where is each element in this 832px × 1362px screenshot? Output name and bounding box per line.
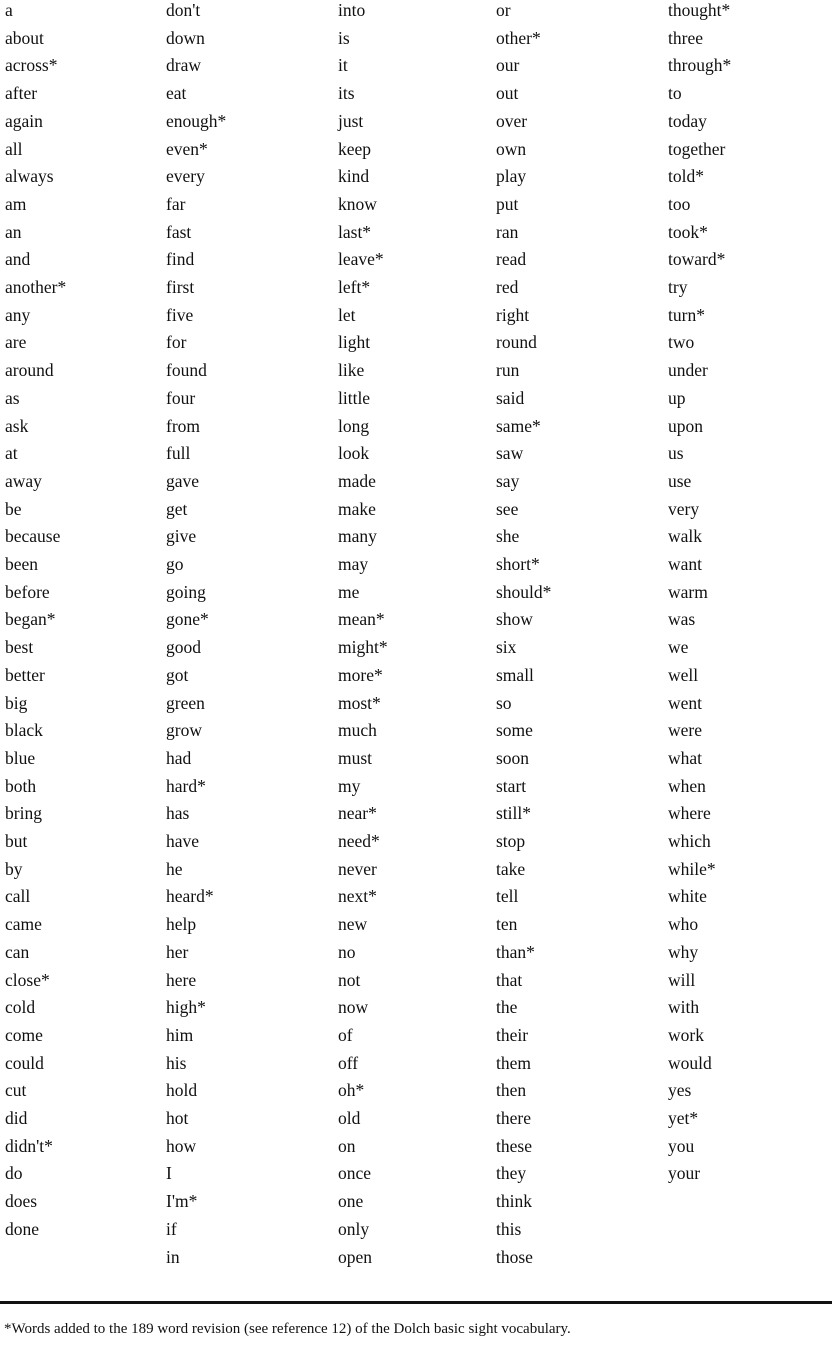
word-item: one: [338, 1191, 364, 1212]
word-item: think: [496, 1191, 532, 1212]
word-item: I: [166, 1163, 172, 1184]
word-item: saw: [496, 443, 524, 464]
word-item: were: [668, 720, 703, 741]
word-item: could: [5, 1052, 44, 1073]
word-item: only: [338, 1218, 370, 1239]
word-item: those: [496, 1246, 533, 1267]
word-item: across*: [5, 55, 58, 76]
word-item: ten: [496, 914, 518, 935]
word-item: grow: [166, 720, 202, 741]
word-item: turn*: [668, 304, 705, 325]
word-item: can: [5, 941, 30, 962]
word-item: even*: [166, 138, 208, 159]
word-item: kind: [338, 166, 370, 187]
word-item: play: [496, 166, 527, 187]
word-item: gave: [166, 470, 200, 491]
word-item: full: [166, 443, 191, 464]
word-item: warm: [668, 581, 708, 602]
word-item: very: [668, 498, 700, 519]
word-item: too: [668, 193, 691, 214]
word-item: found: [166, 360, 207, 381]
word-item: black: [5, 720, 43, 741]
word-item: start: [496, 775, 527, 796]
word-item: oh*: [338, 1080, 365, 1101]
word-item: green: [166, 692, 205, 713]
word-item: all: [5, 138, 23, 159]
word-item: up: [668, 387, 686, 408]
word-item: give: [166, 526, 197, 547]
word-item: this: [496, 1218, 522, 1239]
word-item: long: [338, 415, 370, 436]
word-item: made: [338, 470, 376, 491]
word-item: done: [5, 1218, 40, 1239]
word-item: must: [338, 747, 373, 768]
word-item: both: [5, 775, 37, 796]
word-item: just: [338, 110, 364, 131]
word-item: had: [166, 747, 192, 768]
word-item: a: [5, 0, 13, 20]
word-item: today: [668, 110, 707, 131]
word-item: many: [338, 526, 377, 547]
word-item: most*: [338, 692, 381, 713]
word-item: then: [496, 1080, 527, 1101]
word-item: like: [338, 360, 365, 381]
word-item: down: [166, 27, 205, 48]
word-item: far: [166, 193, 186, 214]
word-item: own: [496, 138, 527, 159]
word-item: came: [5, 914, 42, 935]
word-item: light: [338, 332, 371, 353]
word-item: hold: [166, 1080, 198, 1101]
word-item: got: [166, 664, 189, 685]
word-item: upon: [668, 415, 703, 436]
word-item: together: [668, 138, 726, 159]
word-item: about: [5, 27, 44, 48]
word-item: so: [496, 692, 512, 713]
word-item: I'm*: [166, 1191, 198, 1212]
word-item: left*: [338, 277, 371, 297]
word-item: need*: [338, 831, 380, 851]
word-item: where: [668, 803, 711, 824]
word-item: let: [338, 304, 356, 325]
word-item: she: [496, 526, 520, 547]
word-item: in: [166, 1246, 180, 1267]
word-item: him: [166, 1024, 194, 1045]
word-item: no: [338, 941, 356, 962]
word-item: cold: [5, 997, 36, 1018]
word-item: old: [338, 1108, 361, 1128]
word-item: keep: [338, 138, 372, 159]
word-item: blue: [5, 747, 36, 768]
word-item: took*: [668, 221, 708, 242]
word-item: there: [496, 1108, 531, 1128]
word-item: well: [668, 664, 699, 685]
word-item: or: [496, 0, 511, 20]
word-item: other*: [496, 27, 541, 48]
word-item: cut: [5, 1080, 27, 1101]
word-item: thought*: [668, 0, 731, 20]
word-item: going: [166, 581, 206, 602]
word-item: good: [166, 637, 201, 658]
word-item: than*: [496, 941, 535, 962]
word-item: red: [496, 277, 519, 297]
word-item: use: [668, 470, 692, 491]
word-item: us: [668, 443, 684, 464]
word-item: mean*: [338, 609, 385, 630]
word-item: for: [166, 332, 187, 353]
word-item: told*: [668, 166, 704, 187]
word-item: leave*: [338, 249, 384, 270]
word-item: that: [496, 969, 523, 990]
word-item: when: [668, 775, 706, 796]
word-item: same*: [496, 415, 541, 436]
word-item: will: [668, 969, 696, 990]
word-item: their: [496, 1024, 529, 1045]
word-item: soon: [496, 747, 530, 768]
word-item: under: [668, 360, 708, 381]
word-item: should*: [496, 581, 552, 602]
word-item: every: [166, 166, 205, 187]
word-item: might*: [338, 637, 388, 658]
word-item: new: [338, 914, 368, 935]
word-item: eat: [166, 83, 187, 104]
word-item: put: [496, 193, 519, 214]
word-item: to: [668, 83, 682, 104]
word-item: at: [5, 443, 18, 464]
word-item: still*: [496, 803, 532, 824]
word-item: an: [5, 221, 22, 242]
word-item: five: [166, 304, 194, 325]
word-item: know: [338, 193, 377, 214]
word-item: four: [166, 387, 196, 408]
word-item: heard*: [166, 886, 214, 907]
word-item: with: [668, 997, 700, 1018]
word-item: by: [5, 858, 23, 879]
word-item: some: [496, 720, 533, 741]
word-item: we: [668, 637, 689, 658]
word-item: don't: [166, 0, 201, 20]
word-item: its: [338, 83, 355, 104]
word-item: over: [496, 110, 528, 131]
word-item: right: [496, 304, 530, 325]
word-item: get: [166, 498, 188, 519]
word-item: may: [338, 554, 369, 574]
word-item: his: [166, 1052, 187, 1073]
word-item: make: [338, 498, 376, 519]
word-item: before: [5, 581, 50, 602]
word-item: want: [668, 554, 703, 574]
word-item: close*: [5, 969, 50, 990]
word-item: because: [5, 526, 61, 547]
word-item: much: [338, 720, 377, 741]
word-item: which: [668, 831, 711, 851]
word-item: after: [5, 83, 38, 104]
word-item: best: [5, 637, 34, 658]
word-item: and: [5, 249, 31, 270]
word-item: two: [668, 332, 695, 353]
word-item: tell: [496, 886, 519, 907]
word-item: show: [496, 609, 533, 630]
word-item: they: [496, 1163, 527, 1184]
word-item: have: [166, 831, 200, 851]
word-item: open: [338, 1246, 373, 1267]
word-item: try: [668, 277, 688, 297]
word-item: said: [496, 387, 525, 408]
word-item: call: [5, 886, 31, 907]
word-item: be: [5, 498, 22, 519]
word-item: take: [496, 858, 526, 879]
word-item: didn't*: [5, 1135, 53, 1156]
word-item: go: [166, 554, 184, 574]
word-item: of: [338, 1024, 353, 1045]
word-item: on: [338, 1135, 356, 1156]
word-item: toward*: [668, 249, 726, 270]
word-item: yes: [668, 1080, 692, 1101]
word-item: been: [5, 554, 39, 574]
word-item: white: [668, 886, 707, 907]
word-item: now: [338, 997, 369, 1018]
word-item: ask: [5, 415, 29, 436]
word-item: small: [496, 664, 534, 685]
word-item: them: [496, 1052, 531, 1073]
word-item: stop: [496, 831, 526, 851]
word-item: run: [496, 360, 520, 381]
word-item: enough*: [166, 110, 227, 131]
word-item: yet*: [668, 1108, 699, 1128]
word-item: went: [668, 692, 703, 713]
word-item: these: [496, 1135, 532, 1156]
word-item: see: [496, 498, 519, 519]
word-item: better: [5, 664, 45, 685]
word-item: if: [166, 1218, 177, 1239]
word-item: did: [5, 1108, 28, 1128]
word-item: more*: [338, 664, 383, 685]
word-item: you: [668, 1135, 695, 1156]
word-item: find: [166, 249, 195, 270]
word-item: little: [338, 387, 371, 408]
word-item: do: [5, 1163, 23, 1184]
word-item: was: [668, 609, 696, 630]
word-item: six: [496, 637, 517, 658]
word-item: come: [5, 1024, 43, 1045]
word-item: what: [668, 747, 703, 768]
word-item: me: [338, 581, 360, 602]
word-item: fast: [166, 221, 192, 242]
word-item: has: [166, 803, 190, 824]
word-item: help: [166, 914, 197, 935]
word-item: away: [5, 470, 42, 491]
word-item: big: [5, 692, 28, 713]
word-item: from: [166, 415, 201, 436]
word-item: does: [5, 1191, 38, 1212]
word-item: are: [5, 332, 27, 353]
word-item: who: [668, 914, 699, 935]
word-item: the: [496, 997, 518, 1018]
word-item: why: [668, 941, 699, 962]
word-item: work: [668, 1024, 704, 1045]
word-item: am: [5, 193, 27, 214]
word-item: how: [166, 1135, 197, 1156]
word-item: walk: [668, 526, 703, 547]
word-item: here: [166, 969, 197, 990]
word-item: short*: [496, 554, 540, 574]
footnote: *Words added to the 189 word revision (see reference 12) of the Dolch basic sight vocabulary.: [4, 1321, 571, 1337]
word-item: into: [338, 0, 366, 20]
word-item: hot: [166, 1108, 189, 1128]
word-item: out: [496, 83, 519, 104]
word-item: again: [5, 110, 43, 131]
word-item: is: [338, 27, 350, 48]
word-item: draw: [166, 55, 201, 76]
word-item: look: [338, 443, 370, 464]
word-item: once: [338, 1163, 372, 1184]
word-item: would: [668, 1052, 712, 1073]
word-item: through*: [668, 55, 732, 76]
word-item: any: [5, 304, 31, 325]
word-item: as: [5, 387, 20, 408]
word-item: around: [5, 360, 54, 381]
word-item: near*: [338, 803, 377, 824]
word-item: began*: [5, 609, 56, 630]
word-item: hard*: [166, 775, 206, 796]
word-item: bring: [5, 803, 42, 824]
word-item: next*: [338, 886, 377, 907]
word-item: it: [338, 55, 348, 76]
word-item: say: [496, 470, 520, 491]
word-item: round: [496, 332, 537, 353]
word-item: my: [338, 775, 361, 796]
word-item: our: [496, 55, 520, 76]
word-item: but: [5, 831, 28, 851]
word-item: while*: [668, 858, 716, 879]
word-item: off: [338, 1052, 359, 1073]
word-item: always: [5, 166, 54, 187]
word-item: ran: [496, 221, 519, 242]
word-item: another*: [5, 277, 67, 297]
word-item: high*: [166, 997, 206, 1018]
word-item: last*: [338, 221, 372, 242]
word-item: first: [166, 277, 195, 297]
word-item: your: [668, 1163, 701, 1184]
word-item: he: [166, 858, 183, 879]
word-item: never: [338, 858, 377, 879]
word-item: gone*: [166, 609, 209, 630]
word-item: her: [166, 941, 189, 962]
footnote-divider: [0, 1301, 832, 1304]
word-item: three: [668, 27, 703, 48]
word-item: not: [338, 969, 361, 990]
word-item: read: [496, 249, 527, 270]
